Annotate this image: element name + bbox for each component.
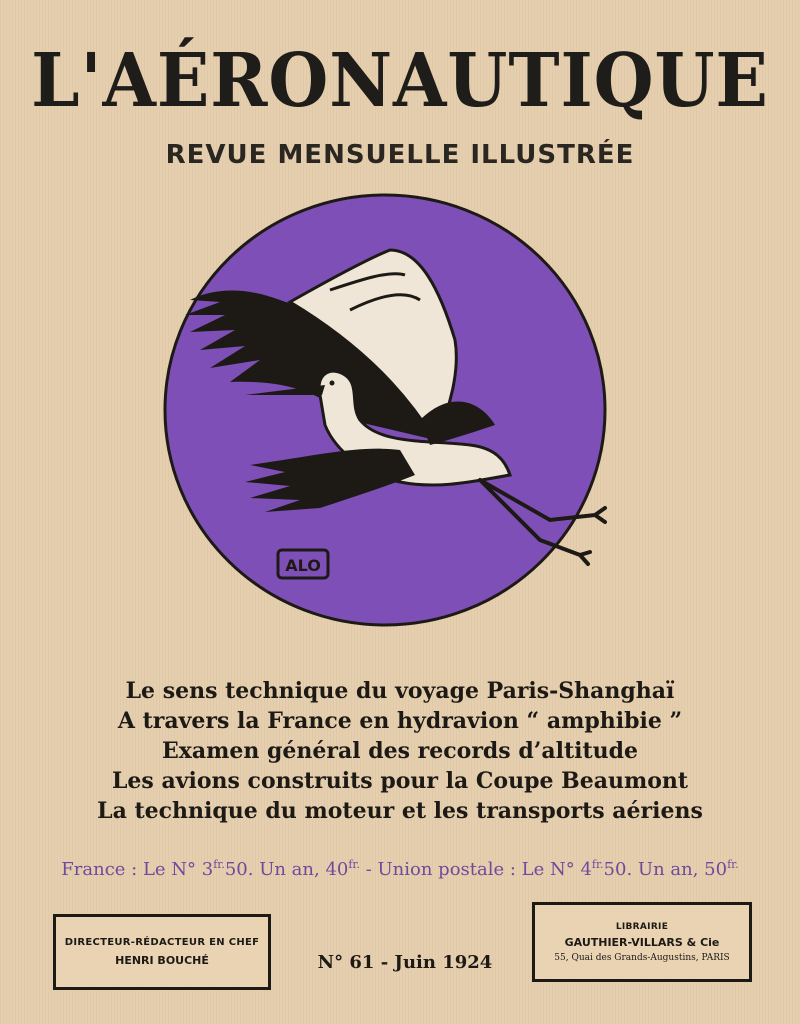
price-union-label: Union postale : Le N° 4 <box>377 859 592 880</box>
headline: A travers la France en hydravion “ amphibie ” <box>117 708 683 734</box>
headline: La technique du moteur et les transports aériens <box>97 798 703 824</box>
price-unit: fr. <box>591 858 604 871</box>
price-separator: - <box>359 859 378 880</box>
publisher-label: LIBRAIRIE <box>615 921 669 932</box>
headline: Le sens technique du voyage Paris-Shanghaï <box>125 678 675 704</box>
issue-number: N° 61 - Juin 1924 <box>317 952 493 973</box>
director-name: HENRI BOUCHÉ <box>115 954 209 967</box>
price-unit: fr. <box>727 858 739 871</box>
stork-emblem <box>150 190 630 640</box>
headline-list <box>40 676 760 826</box>
publisher-name: GAUTHIER-VILLARS & Cie <box>564 935 720 949</box>
price-france-rest: 50. Un an, 40 <box>224 859 349 880</box>
price-france-label: France : Le N° 3 <box>61 859 214 880</box>
headline: Examen général des records d’altitude <box>161 738 639 764</box>
headline: Les avions construits pour la Coupe Beaumont <box>111 768 689 794</box>
magazine-subtitle: REVUE MENSUELLE ILLUSTRÉE <box>165 140 635 170</box>
price-union-rest: 50. Un an, 50 <box>603 859 728 880</box>
price-unit: fr. <box>348 858 360 871</box>
price-unit: fr. <box>213 858 225 871</box>
subscription-prices <box>0 858 800 880</box>
artist-monogram-text: ALO <box>285 556 321 575</box>
director-box <box>53 914 271 990</box>
publisher-box <box>532 902 752 982</box>
director-role: DIRECTEUR-RÉDACTEUR EN CHEF <box>64 937 260 948</box>
magazine-title: L'AÉRONAUTIQUE <box>31 38 769 124</box>
publisher-address: 55, Quai des Grands-Augustins, PARIS <box>554 952 730 963</box>
